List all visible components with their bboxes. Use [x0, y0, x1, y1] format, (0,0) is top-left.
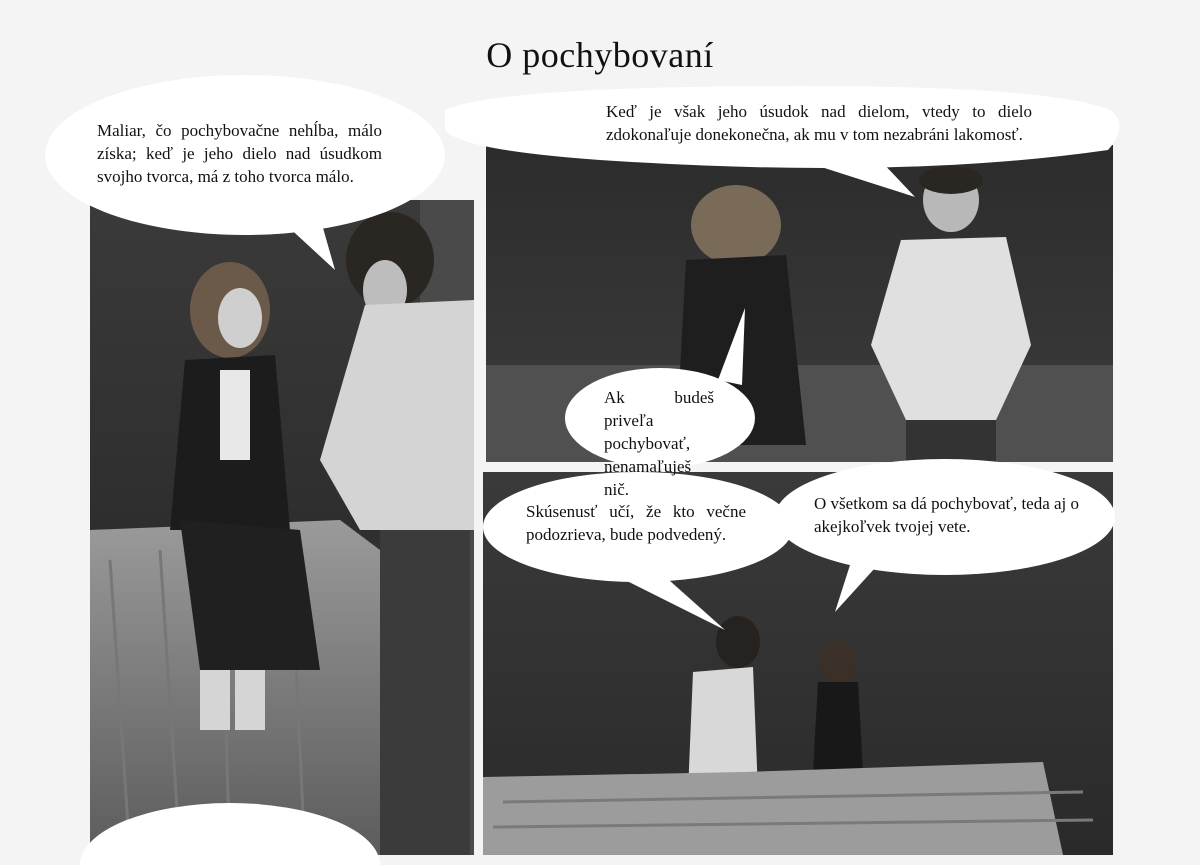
bubble-text-experience: Skúsenusť učí, že kto večne podozrieva, bude podvedený.	[526, 502, 746, 544]
bubble-text-painter: Maliar, čo pochybovačne nehĺba, málo získa; keď je jeho dielo nad úsudkom svojho tvorca, má z toho tvorca málo.	[97, 121, 382, 186]
speech-bubble-bottom-left	[80, 803, 380, 865]
speech-bubble-doubting-tail	[718, 308, 745, 385]
bubble-text-everything: O všetkom sa dá pochybovať, teda aj o akejkoľvek tvojej vete.	[814, 494, 1080, 536]
speech-bubble-everything-tail	[835, 565, 875, 612]
page-title: O pochybovaní	[486, 35, 714, 75]
bubble-text-doubting: Ak budeš priveľa pochybovať, nenamaľuješ nič.	[604, 388, 714, 499]
bubble-text-judgement: Keď je však jeho úsudok nad dielom, vtedy to dielo zdokonaľuje donekonečna, ak mu v tom nezabráni lakomosť.	[606, 102, 1032, 144]
